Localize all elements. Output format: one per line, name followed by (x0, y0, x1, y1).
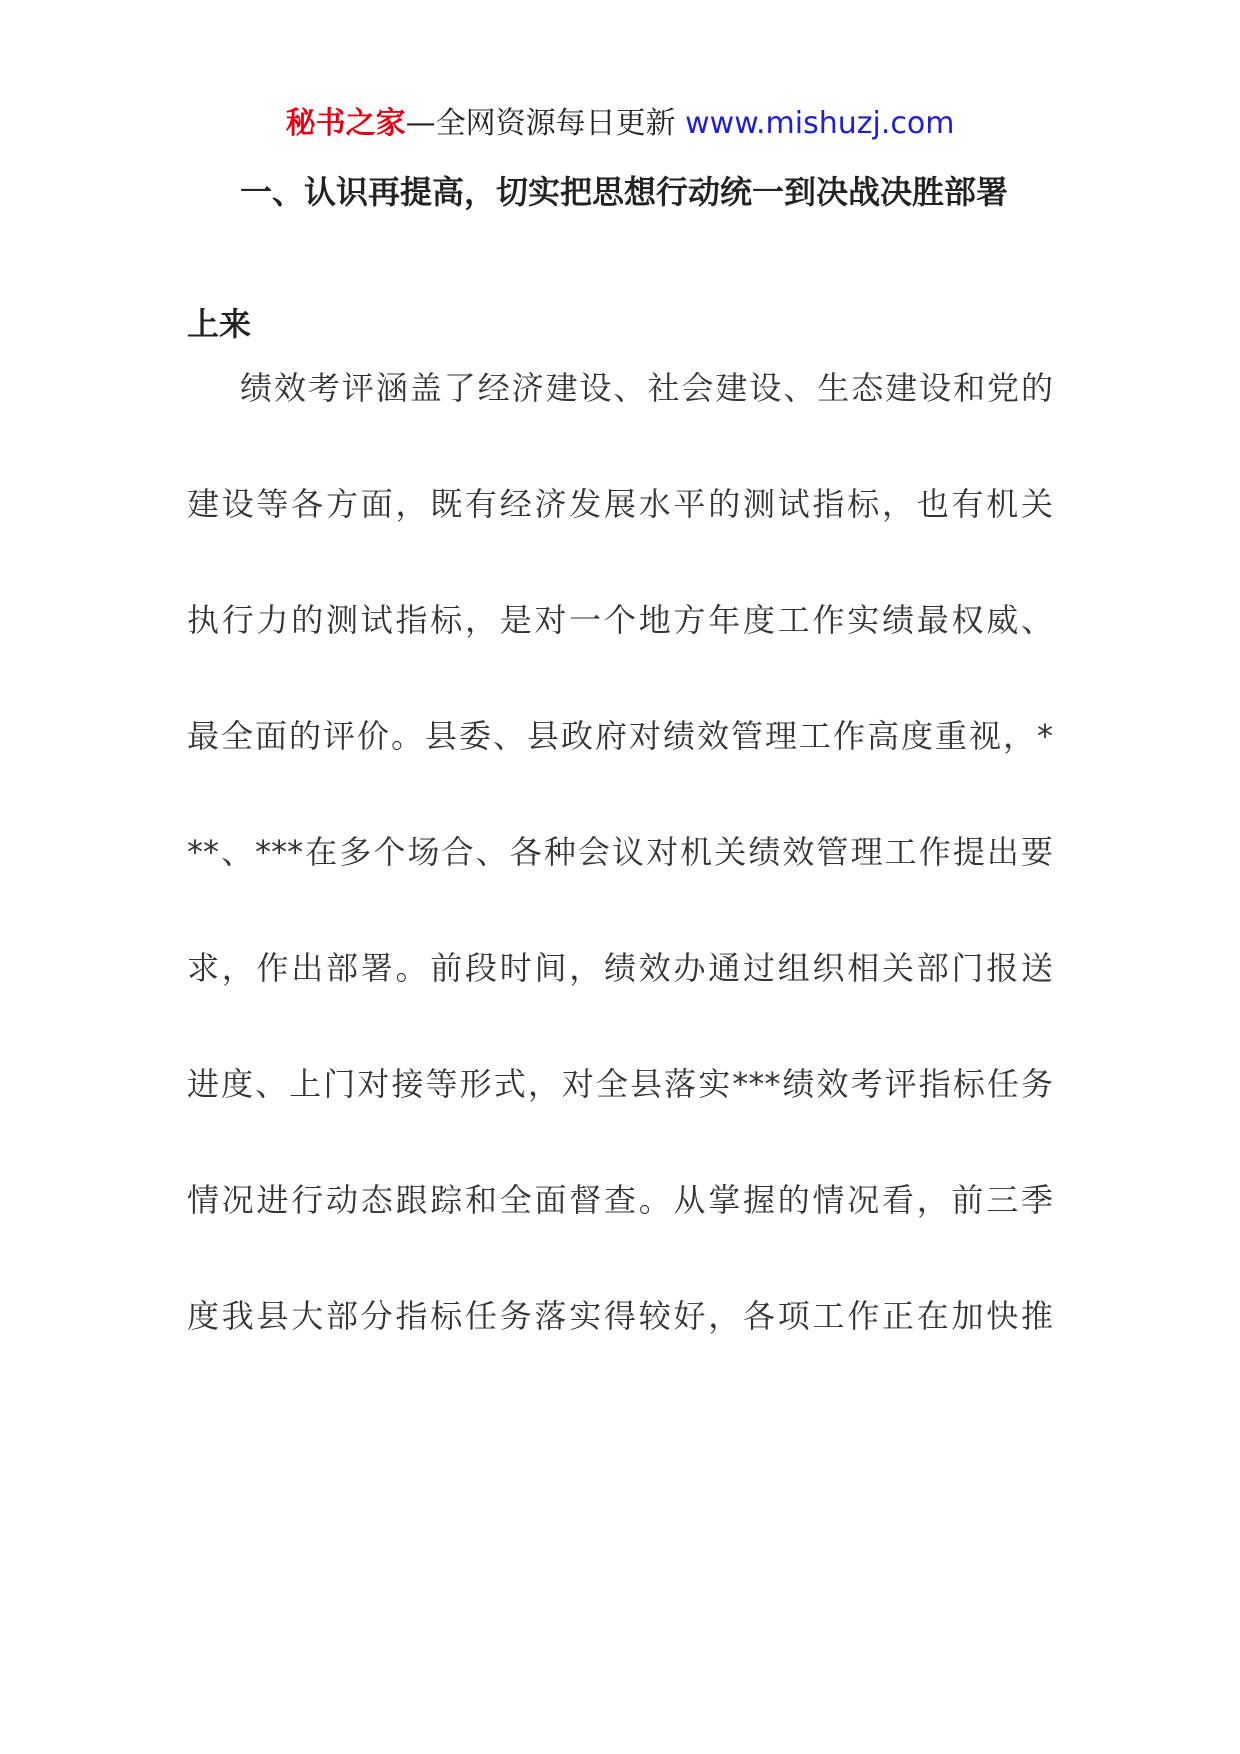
paragraph-line: **、***在多个场合、各种会议对机关绩效管理工作提出要 (187, 833, 1053, 871)
paragraph-line: 最全面的评价。县委、县政府对绩效管理工作高度重视，* (187, 717, 1053, 755)
site-url-link[interactable]: www.mishuzj.com (685, 106, 955, 141)
section-heading-line-1: 一、认识再提高，切实把思想行动统一到决战决胜部署 (240, 173, 1009, 211)
paragraph-line: 绩效考评涵盖了经济建设、社会建设、生态建设和党的 (240, 369, 1053, 407)
paragraph-line: 执行力的测试指标，是对一个地方年度工作实绩最权威、 (187, 601, 1053, 639)
header-tagline: —全网资源每日更新 (405, 106, 686, 141)
paragraph-line: 求，作出部署。前段时间，绩效办通过组织相关部门报送 (187, 949, 1053, 987)
paragraph-line: 情况进行动态跟踪和全面督查。从掌握的情况看，前三季 (187, 1181, 1053, 1219)
paragraph-line: 度我县大部分指标任务落实得较好，各项工作正在加快推 (187, 1297, 1053, 1335)
paragraph-line: 建设等各方面，既有经济发展水平的测试指标，也有机关 (187, 485, 1053, 523)
section-heading-line-2: 上来 (187, 305, 252, 343)
paragraph-line: 进度、上门对接等形式，对全县落实***绩效考评指标任务 (187, 1065, 1053, 1103)
brand-name: 秘书之家 (285, 106, 406, 141)
site-header (0, 100, 1240, 148)
